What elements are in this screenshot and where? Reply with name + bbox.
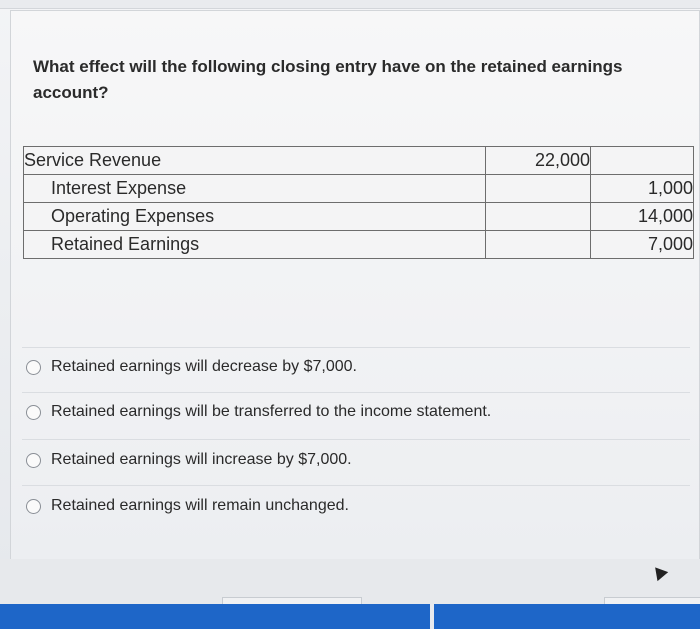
radio-button[interactable] xyxy=(26,453,41,468)
credit-cell: 7,000 xyxy=(591,231,694,259)
credit-cell: 14,000 xyxy=(591,203,694,231)
debit-cell xyxy=(486,203,591,231)
journal-entry-table xyxy=(23,146,694,259)
account-cell: Retained Earnings xyxy=(24,231,486,259)
question-text: What effect will the following closing entry have on the retained earnings account? xyxy=(33,57,623,102)
taskbar-divider xyxy=(430,604,434,629)
option-label: Retained earnings will remain unchanged. xyxy=(51,497,349,514)
option-unchanged[interactable] xyxy=(26,497,349,515)
option-transferred[interactable] xyxy=(26,403,491,421)
account-cell: Service Revenue xyxy=(24,147,486,175)
table-row xyxy=(24,147,694,175)
option-divider xyxy=(22,347,690,348)
account-cell: Interest Expense xyxy=(24,175,486,203)
debit-cell xyxy=(486,175,591,203)
credit-cell xyxy=(591,147,694,175)
option-divider xyxy=(22,392,690,393)
option-label: Retained earnings will be transferred to the income statement. xyxy=(51,403,492,420)
radio-button[interactable] xyxy=(26,499,41,514)
radio-button[interactable] xyxy=(26,405,41,420)
table-row xyxy=(24,175,694,203)
debit-cell: 22,000 xyxy=(486,147,591,175)
debit-cell xyxy=(486,231,591,259)
option-label: Retained earnings will decrease by $7,000. xyxy=(51,358,357,375)
taskbar xyxy=(0,604,700,629)
option-divider xyxy=(22,485,690,486)
option-divider xyxy=(22,439,690,440)
credit-cell: 1,000 xyxy=(591,175,694,203)
top-edge xyxy=(0,0,700,9)
table-row xyxy=(24,231,694,259)
option-decrease[interactable] xyxy=(26,358,357,376)
option-label: Retained earnings will increase by $7,000. xyxy=(51,451,352,468)
table-row xyxy=(24,203,694,231)
radio-button[interactable] xyxy=(26,360,41,375)
account-cell: Operating Expenses xyxy=(24,203,486,231)
option-increase[interactable] xyxy=(26,451,352,469)
